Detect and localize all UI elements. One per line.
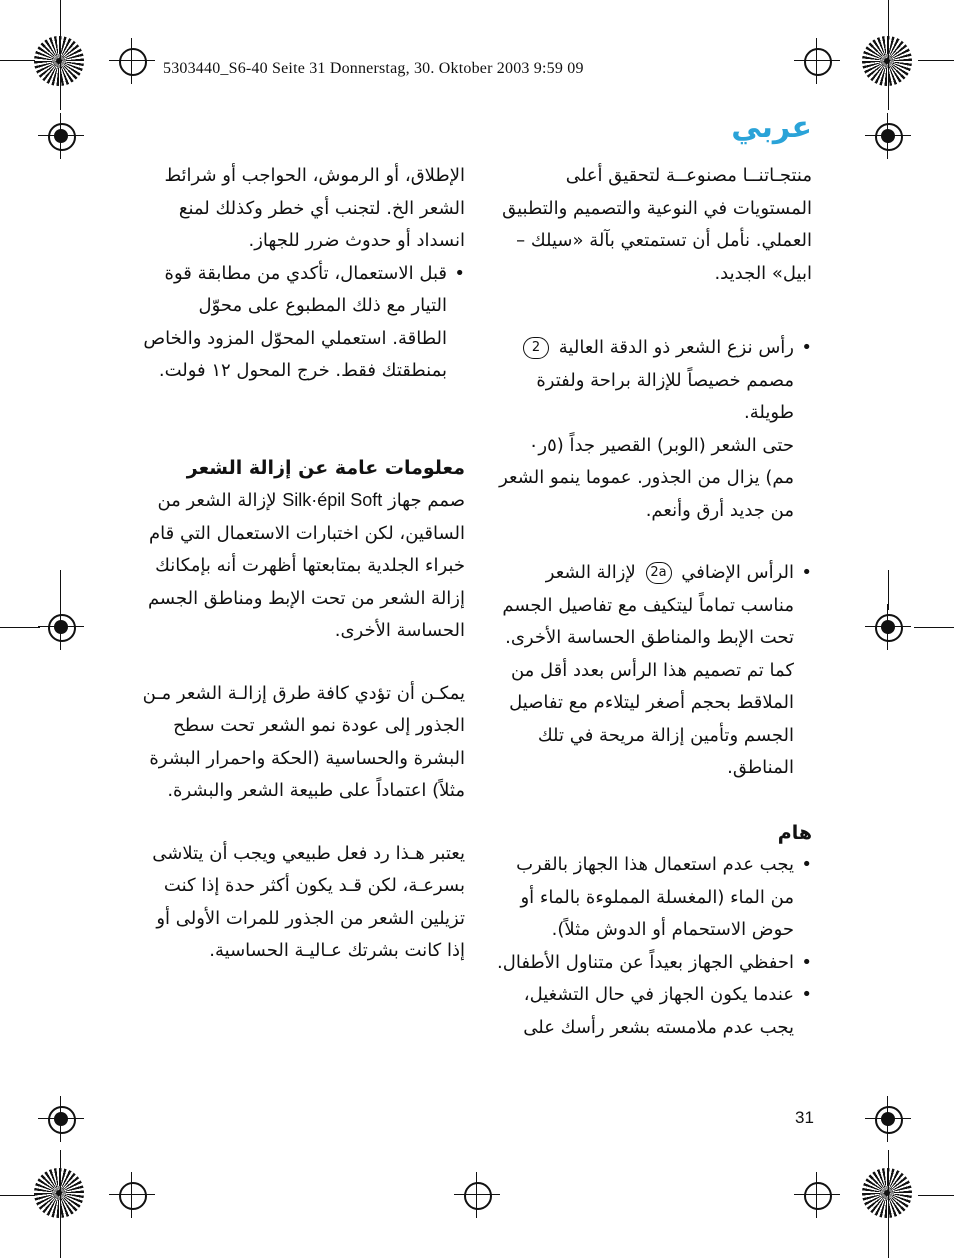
brand-name: Silk·épil Soft (282, 490, 383, 510)
trim-line (60, 0, 61, 110)
trim-line (0, 627, 40, 628)
crosshair-mark-icon (873, 121, 903, 151)
trim-line (918, 60, 954, 61)
page-number: 31 (795, 1108, 814, 1127)
general-paragraph-1 (140, 484, 465, 648)
trim-line (888, 570, 889, 610)
bullet1-text-mid: مصمم خصيصاً للإزالة براحة ولفترة طويلة. (536, 369, 794, 423)
general-p1-start: صمم جهاز (388, 490, 465, 511)
crosshair-mark-icon (46, 612, 76, 642)
important-heading: هام (777, 821, 812, 844)
trim-line (918, 1195, 954, 1196)
reference-badge: 2 (523, 337, 549, 359)
crosshair-mark-icon (802, 46, 832, 76)
crosshair-mark-icon (873, 1104, 903, 1134)
trim-line (0, 60, 35, 61)
voltage-bullet: • قبل الاستعمال، تأكدي من مطابقة قوة التيار مع ذلك المطبوع على محوّل الطاقة. استعملي المحوّل المزود والخاص بمنطقتك فقط. خرج المحول ١٢ فولت. (140, 258, 465, 388)
trim-line (0, 1195, 35, 1196)
general-p1-end: لإزالة الشعر من الساقين، لكن اختبارات الاستعمال التي قام خبراء الجلدية بمتابعتها أظهرت أنه بإمكانك إزالة الشعر من تحت الإبط ومناطق الجسم الحساسة الأخرى. (147, 490, 465, 641)
trim-line (888, 0, 889, 110)
registration-sunburst-top-left-icon (34, 36, 84, 86)
crosshair-mark-icon (873, 612, 903, 642)
crosshair-mark-icon (462, 1180, 492, 1210)
intro-paragraph: منتجـاتنــا مصنوعــة لتحقيق أعلى المستويات في النوعية والتصميم والتطبيق العملي. نأمل أن تستمتعي بآلة «سيلك – ابيل» الجديد. (502, 165, 812, 284)
warning-bullet: • عندما يكون الجهاز في حال التشغيل، يجب عدم ملامسته بشعر رأسك على (496, 979, 812, 1044)
trim-line (914, 627, 954, 628)
registration-sunburst-bottom-left-icon (34, 1168, 84, 1218)
crosshair-mark-icon (802, 1180, 832, 1210)
bullet1-text-start: رأس نزع الشعر ذو الدقة العالية (558, 337, 794, 358)
print-slug: 5303440_S6-40 Seite 31 Donnerstag, 30. Oktober 2003 9:59 09 (163, 60, 584, 77)
trim-line (60, 1150, 61, 1258)
feature-bullet-1 (496, 332, 812, 527)
left-column (140, 160, 465, 968)
registration-sunburst-top-right-icon (862, 36, 912, 86)
crosshair-mark-icon (117, 46, 147, 76)
trim-line (60, 570, 61, 610)
warning-bullet: • احفظي الجهاز بعيداً عن متناول الأطفال. (496, 947, 812, 980)
feature-bullet-2 (496, 557, 812, 785)
general-paragraph-2: يمكـن أن تؤدي كافة طرق إزالـة الشعر مـن الجذور إلى عودة نمو الشعر تحت سطح البشرة والحساسية (الحكة واحمرار البشرة مثلاً) اعتماداً على طبيعة الشعر والبشرة. (142, 682, 465, 801)
general-info-heading: معلومات عامة عن إزالة الشعر (186, 456, 465, 479)
bullet2-text-start: الرأس الإضافي (681, 562, 794, 583)
reference-badge: 2a (646, 562, 672, 584)
registration-sunburst-bottom-right-icon (862, 1168, 912, 1218)
general-paragraph-3: يعتبر هـذا رد فعل طبيعي ويجب أن يتلاشى بسرعـة، لكن قـد يكون أكثر حدة إذا كنت تزيلين الشعر من الجذور للمرات الأولى أو إذا كانت بشرتك عـاليـة الحساسية. (152, 842, 465, 961)
language-title: عربي (731, 110, 812, 145)
warning-bullet: • يجب عدم استعمال هذا الجهاز بالقرب من الماء (المغسلة المملوءة بالماء أو حوض الاستحمام أو الدوش مثلاً). (496, 849, 812, 947)
crosshair-mark-icon (46, 1104, 76, 1134)
continuation-paragraph: الإطلاق، أو الرموش، الحواجب أو شرائط الشعر الخ. لتجنب أي خطر وكذلك لمنع انسداد أو حدوث ضرر للجهاز. (164, 165, 465, 251)
trim-line (888, 1150, 889, 1258)
right-column (496, 160, 812, 1044)
crosshair-mark-icon (46, 121, 76, 151)
bullet2-text-end: لإزالة الشعر مناسب تماماً ليتكيف مع تفاصيل الجسم تحت الإبط والمناطق الحساسة الأخرى. كما تم تصميم هذا الرأس بعدد أقل من الملاقط بحجم أصغر ليتلاءم مع تفاصيل الجسم وتأمين إزالة مريحة في تلك المناطق. (502, 562, 794, 778)
bullet1-text-end: حتى الشعر (الوبر) القصير جداً (٥ر٠ مم) يزال من الجذور. عموما ينمو الشعر من جديد أرق وأنعم. (499, 434, 794, 521)
crosshair-mark-icon (117, 1180, 147, 1210)
